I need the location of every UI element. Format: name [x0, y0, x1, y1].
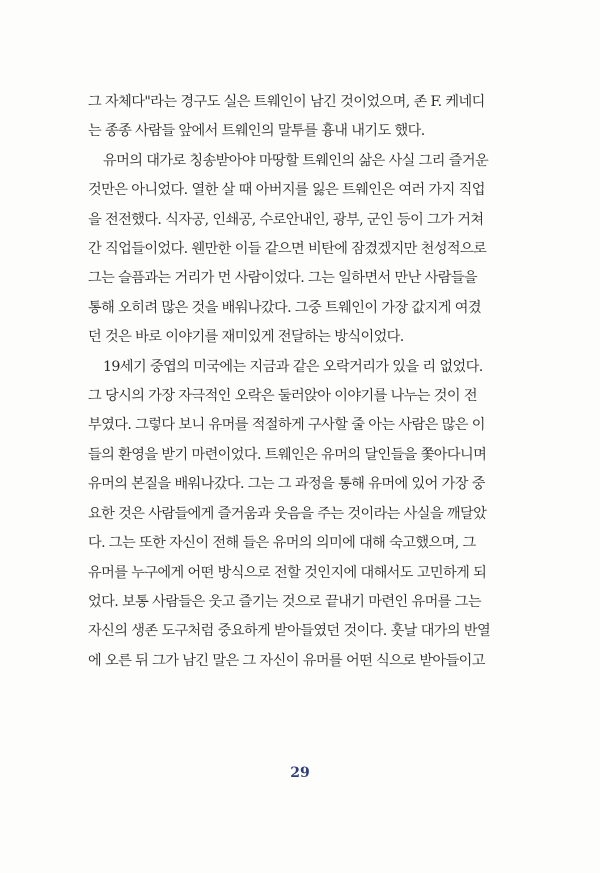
text-line: 자신의 생존 도구처럼 중요하게 받아들였던 것이다. 훗날 대가의 반열 — [88, 623, 491, 640]
paragraph — [88, 353, 520, 676]
text-line: 에 오른 뒤 그가 남긴 말은 그 자신이 유머를 어떤 식으로 받아들이고 — [88, 652, 485, 669]
text-line: 는 종종 사람들 앞에서 트웨인의 말투를 흉내 내기도 했다. — [88, 123, 425, 140]
text-line: 그 자체다"라는 경구도 실은 트웨인이 남긴 것이었으며, 존 F. 케네디 — [88, 94, 485, 110]
text-line: 요한 것은 사람들에게 즐거움과 웃음을 주는 것이라는 사실을 깨달았 — [88, 505, 487, 522]
page-number: 29 — [290, 765, 310, 781]
text-line: 유머를 누구에게 어떤 방식으로 전할 것인지에 대해서도 고민하게 되 — [88, 564, 487, 581]
text-line: 었다. 보통 사람들은 웃고 즐기는 것으로 끝내기 마련인 유머를 그는 — [88, 593, 481, 610]
text-line: 부였다. 그렇다 보니 유머를 적절하게 구사할 줄 아는 사람은 많은 이 — [88, 417, 485, 434]
text-line: 그는 슬픔과는 거리가 먼 사람이었다. 그는 일하면서 만난 사람들을 — [88, 270, 478, 287]
text-line: 유머의 대가로 칭송받아야 마땅할 트웨인의 삶은 사실 그리 즐거운 — [103, 152, 489, 169]
text-line: 던 것은 바로 이야기를 재미있게 전달하는 방식이었다. — [88, 329, 404, 346]
text-line: 유머의 본질을 배워나갔다. 그는 그 과정을 통해 유머에 있어 가장 중 — [88, 476, 485, 493]
text-line: 그 당시의 가장 자극적인 오락은 둘러앉아 이야기를 나누는 것이 전 — [88, 388, 478, 405]
paragraph — [88, 147, 520, 353]
text-line: 것만은 아니었다. 열한 살 때 아버지를 잃은 트웨인은 여러 가지 직업 — [88, 182, 485, 199]
body-text — [88, 88, 520, 676]
text-line: 19세기 중엽의 미국에는 지금과 같은 오락거리가 있을 리 없었다. — [103, 358, 483, 375]
text-line: 다. 그는 또한 자신이 전해 들은 유머의 의미에 대해 숙고했으며, 그 — [88, 535, 476, 552]
text-line: 들의 환영을 받기 마련이었다. 트웨인은 유머의 달인들을 쫓아다니며 — [88, 446, 487, 463]
text-line: 을 전전했다. 식자공, 인쇄공, 수로안내인, 광부, 군인 등이 그가 거쳐 — [88, 211, 484, 228]
paragraph — [88, 88, 520, 147]
text-line: 간 직업들이었다. 웬만한 이들 같으면 비탄에 잠겼겠지만 천성적으로 — [88, 241, 487, 258]
text-line: 통해 오히려 많은 것을 배워나갔다. 그중 트웨인이 가장 값지게 여겼 — [88, 299, 481, 316]
